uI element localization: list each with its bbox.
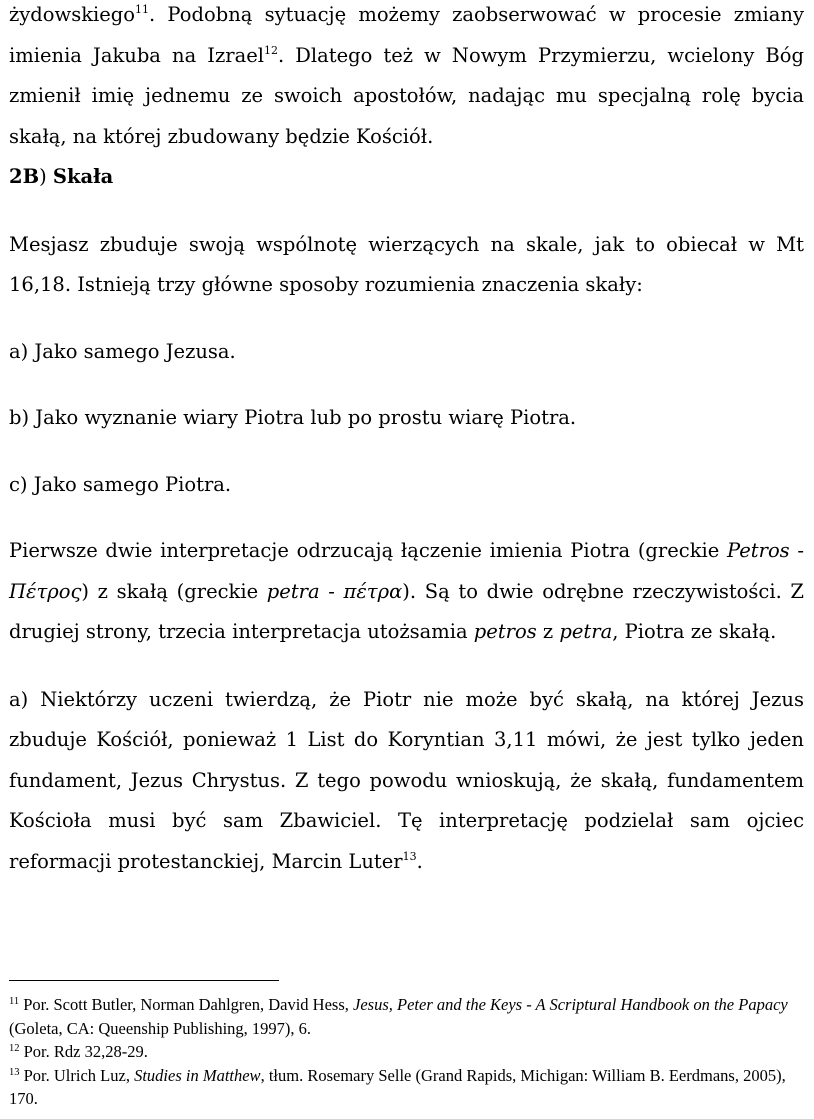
- text-span: z: [536, 620, 560, 643]
- greek-term: πέτρα: [343, 579, 403, 603]
- footnote-text: Por. Scott Butler, Norman Dahlgren, David Hess,: [19, 995, 354, 1014]
- text-span: . Dlatego też w Nowym Przymierzu, wcielony Bóg zmienił imię jednemu ze swoich apostołów, nadając mu specjalną rolę bycia skałą, na której zbudowany będzie Kościół.: [9, 43, 804, 148]
- paragraph-interpretations: [9, 531, 804, 653]
- footnote-11: [9, 993, 804, 1040]
- italic-term: petra: [559, 620, 613, 643]
- footnote-13: [9, 1064, 804, 1111]
- text-span: -: [789, 539, 804, 562]
- paragraph-messiah: Mesjasz zbuduje swoją wspólnotę wierzących na skale, jak to obiecał w Mt 16,18. Istnieją trzy główne sposoby rozumienia znaczenia skały:: [9, 232, 804, 296]
- paragraph-intro: [9, 0, 804, 157]
- italic-term: petros: [473, 620, 537, 643]
- text-span: ). Są to dwie odrębne rzeczywistości. Z drugiej strony, trzecia interpretacja utożsamia: [9, 579, 804, 643]
- document-page: [9, 0, 804, 882]
- footnote-12: [9, 1040, 804, 1064]
- option-a: a) Jako samego Jezusa.: [9, 339, 236, 363]
- footnote-text: Por. Rdz 32,28-29.: [19, 1042, 148, 1061]
- footnote-title: Studies in Matthew: [134, 1065, 261, 1085]
- section-number: 2B: [9, 165, 40, 188]
- footnotes: [9, 993, 804, 1111]
- text-span: Pierwsze dwie interpretacje odrzucają łączenie imienia Piotra (greckie: [9, 539, 727, 562]
- text-span: -: [319, 579, 344, 603]
- option-c: c) Jako samego Piotra.: [9, 472, 232, 496]
- section-heading: [9, 157, 804, 198]
- italic-term: petra: [266, 579, 320, 603]
- footnote-text: (Goleta, CA: Queenship Publishing, 1997), 6.: [9, 1018, 312, 1038]
- text-span: , Piotra ze skałą.: [612, 620, 777, 643]
- footnote-title: Jesus, Peter and the Keys - A Scriptural Handbook on the Papacy: [353, 995, 788, 1014]
- text-span: .: [416, 849, 423, 873]
- greek-term: Πέτρος: [9, 579, 82, 603]
- italic-term: Petros: [727, 539, 790, 562]
- footnote-ref-13[interactable]: 13: [402, 849, 417, 863]
- footnote-text: Por. Ulrich Luz,: [19, 1065, 135, 1085]
- section-title: Skała: [52, 165, 114, 188]
- footnote-separator: [9, 980, 279, 981]
- footnote-number: 13: [9, 1066, 20, 1078]
- text-span: ) z skałą (greckie: [81, 579, 267, 603]
- text-span: . Podobną sytuację możemy zaobserwować w procesie zmiany imienia Jakuba na Izrael: [9, 3, 804, 67]
- text-span: żydowskiego: [9, 3, 136, 26]
- option-b: b) Jako wyznanie wiary Piotra lub po prostu wiarę Piotra.: [9, 406, 577, 429]
- section-paren: ): [39, 165, 47, 188]
- text-span: a) Niektórzy uczeni twierdzą, że Piotr nie może być skałą, na której Jezus zbuduje Kościół, ponieważ 1 List do Koryntian 3,11 mówi, że jest tylko jeden fundament, Jezus Chrystus. Z tego powodu wnioskują, że skałą, fundamentem Kościoła musi być sam Zbawiciel. Tę interpretację podzielał sam ojciec reformacji protestanckiej, Marcin Luter: [9, 687, 804, 873]
- footnote-ref-12[interactable]: 12: [263, 43, 278, 57]
- footnote-text: , tłum. Rosemary Selle (Grand Rapids, Michigan: William B. Eerdmans, 2005), 170.: [9, 1065, 786, 1108]
- footnote-number: 12: [9, 1043, 20, 1054]
- footnote-number: 11: [9, 996, 20, 1007]
- paragraph-luther: [9, 680, 804, 883]
- footnote-ref-11[interactable]: 11: [135, 3, 150, 16]
